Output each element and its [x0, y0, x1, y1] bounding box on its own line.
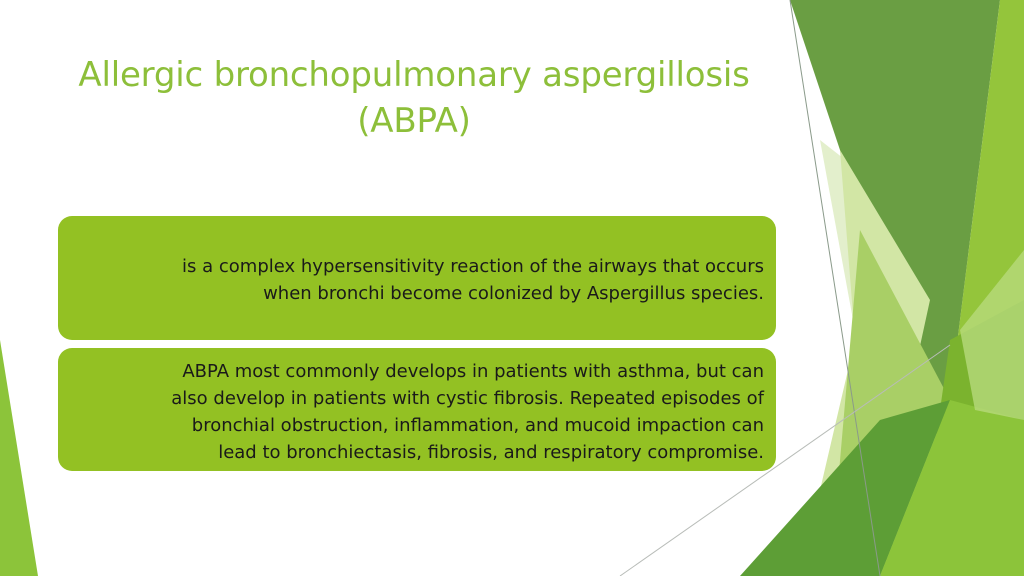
- definition-line-1: is a complex hypersensitivity reaction of the airways that occurs: [182, 256, 764, 277]
- details-line-1: ABPA most commonly develops in patients with asthma, but can: [182, 361, 764, 382]
- definition-card: [58, 216, 776, 340]
- details-line-3: bronchial obstruction, inflammation, and mucoid impaction can: [191, 415, 764, 436]
- slide-title: [40, 52, 788, 144]
- details-line-2: also develop in patients with cystic fibrosis. Repeated episodes of: [171, 388, 764, 409]
- details-line-4: lead to bronchiectasis, fibrosis, and respiratory compromise.: [218, 442, 764, 463]
- definition-line-2: when bronchi become colonized by Aspergillus species.: [263, 283, 764, 304]
- facet-left-edge: [0, 340, 38, 576]
- title-line-1: Allergic bronchopulmonary aspergillosis: [78, 55, 750, 95]
- details-card: [58, 348, 776, 471]
- title-line-2: (ABPA): [357, 101, 471, 141]
